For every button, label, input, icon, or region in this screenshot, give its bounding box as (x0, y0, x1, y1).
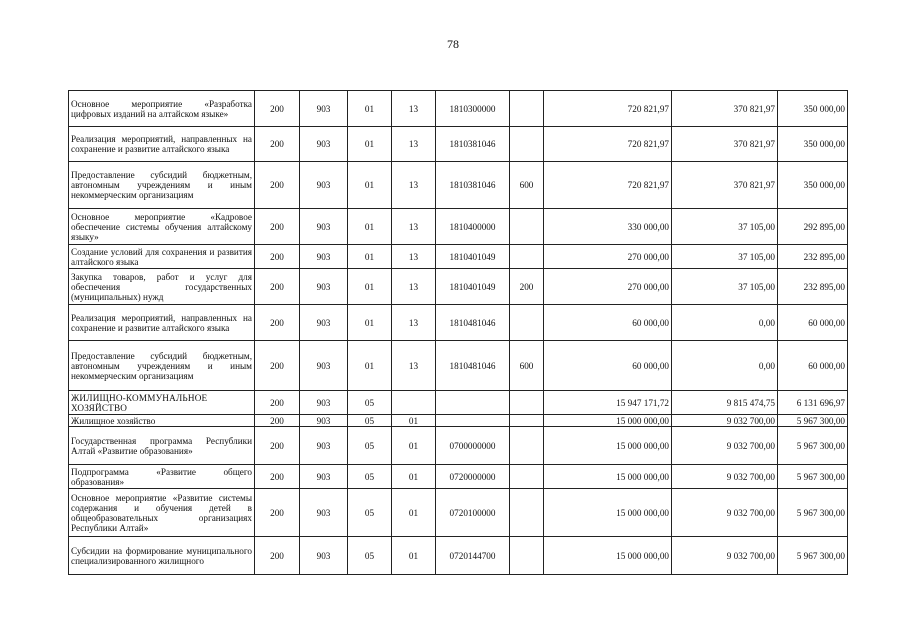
cell-subsection: 13 (392, 245, 436, 269)
cell-amount-second: 350 000,00 (778, 127, 848, 162)
cell-amount-first: 0,00 (672, 305, 778, 341)
cell-amount-total: 15 000 000,00 (544, 415, 672, 427)
cell-name: Подпрограмма «Развитие общего образования» (69, 465, 255, 489)
cell-expense-type: 600 (510, 341, 544, 391)
cell-admin-code: 200 (255, 209, 300, 245)
cell-expense-type (510, 427, 544, 465)
cell-name: Предоставление субсидий бюджетным, автономным учреждениям и иным некоммерческим организациям (69, 341, 255, 391)
cell-name: Реализация мероприятий, направленных на сохранение и развитие алтайского языка (69, 305, 255, 341)
cell-amount-total: 330 000,00 (544, 209, 672, 245)
cell-name: Реализация мероприятий, направленных на сохранение и развитие алтайского языка (69, 127, 255, 162)
cell-amount-first: 9 032 700,00 (672, 415, 778, 427)
cell-grbs-code: 903 (300, 127, 348, 162)
cell-section: 01 (348, 305, 392, 341)
cell-section: 05 (348, 537, 392, 575)
cell-amount-second: 350 000,00 (778, 91, 848, 127)
cell-target-article: 1810300000 (436, 91, 510, 127)
cell-grbs-code: 903 (300, 91, 348, 127)
table-row (69, 245, 848, 269)
cell-section: 01 (348, 245, 392, 269)
cell-admin-code: 200 (255, 305, 300, 341)
cell-amount-first: 370 821,97 (672, 127, 778, 162)
cell-name: Закупка товаров, работ и услуг для обеспечения государственных (муниципальных) нужд (69, 269, 255, 305)
cell-amount-first: 37 105,00 (672, 269, 778, 305)
cell-subsection: 13 (392, 127, 436, 162)
cell-name: Основное мероприятие «Развитие системы содержания и обучения детей в общеобразовательных организациях Республики Алтай» (69, 489, 255, 537)
cell-amount-first: 9 815 474,75 (672, 391, 778, 415)
cell-expense-type (510, 537, 544, 575)
cell-name: Основное мероприятие «Разработка цифровых изданий на алтайском языке» (69, 91, 255, 127)
cell-amount-second: 232 895,00 (778, 269, 848, 305)
cell-amount-second: 60 000,00 (778, 305, 848, 341)
cell-section: 01 (348, 91, 392, 127)
cell-amount-total: 60 000,00 (544, 305, 672, 341)
cell-amount-second: 6 131 696,97 (778, 391, 848, 415)
cell-amount-first: 370 821,97 (672, 91, 778, 127)
table-row (69, 127, 848, 162)
cell-target-article: 1810400000 (436, 209, 510, 245)
cell-section: 01 (348, 209, 392, 245)
cell-admin-code: 200 (255, 415, 300, 427)
cell-expense-type (510, 127, 544, 162)
cell-admin-code: 200 (255, 341, 300, 391)
cell-amount-second: 292 895,00 (778, 209, 848, 245)
cell-section: 05 (348, 391, 392, 415)
cell-amount-total: 720 821,97 (544, 91, 672, 127)
cell-amount-total: 60 000,00 (544, 341, 672, 391)
cell-expense-type (510, 209, 544, 245)
cell-section: 01 (348, 341, 392, 391)
cell-amount-first: 370 821,97 (672, 162, 778, 209)
cell-amount-total: 720 821,97 (544, 127, 672, 162)
cell-name: Основное мероприятие «Кадровое обеспечение системы обучения алтайскому языку» (69, 209, 255, 245)
cell-name: ЖИЛИЩНО-КОММУНАЛЬНОЕ ХОЗЯЙСТВО (69, 391, 255, 415)
cell-subsection: 13 (392, 91, 436, 127)
cell-admin-code: 200 (255, 465, 300, 489)
cell-target-article: 0720100000 (436, 489, 510, 537)
page-number: 78 (447, 37, 459, 51)
cell-subsection: 13 (392, 162, 436, 209)
cell-subsection (392, 391, 436, 415)
table-row (69, 91, 848, 127)
cell-amount-second: 5 967 300,00 (778, 537, 848, 575)
cell-target-article: 1810401049 (436, 269, 510, 305)
table-row (69, 465, 848, 489)
cell-grbs-code: 903 (300, 341, 348, 391)
table-row (69, 305, 848, 341)
cell-amount-total: 15 947 171,72 (544, 391, 672, 415)
cell-admin-code: 200 (255, 162, 300, 209)
table-row (69, 341, 848, 391)
cell-name: Создание условий для сохранения и развития алтайского языка (69, 245, 255, 269)
table-row (69, 391, 848, 415)
cell-target-article (436, 391, 510, 415)
cell-section: 01 (348, 269, 392, 305)
cell-admin-code: 200 (255, 427, 300, 465)
table-row (69, 427, 848, 465)
cell-admin-code: 200 (255, 391, 300, 415)
cell-subsection: 01 (392, 427, 436, 465)
cell-grbs-code: 903 (300, 415, 348, 427)
cell-amount-second: 5 967 300,00 (778, 489, 848, 537)
budget-table (68, 90, 848, 575)
cell-amount-second: 5 967 300,00 (778, 427, 848, 465)
cell-target-article: 1810381046 (436, 162, 510, 209)
cell-subsection: 01 (392, 465, 436, 489)
table-row (69, 209, 848, 245)
cell-amount-first: 9 032 700,00 (672, 427, 778, 465)
cell-section: 01 (348, 127, 392, 162)
cell-grbs-code: 903 (300, 162, 348, 209)
cell-section: 05 (348, 465, 392, 489)
cell-admin-code: 200 (255, 245, 300, 269)
cell-subsection: 13 (392, 305, 436, 341)
cell-admin-code: 200 (255, 91, 300, 127)
cell-grbs-code: 903 (300, 245, 348, 269)
cell-expense-type (510, 391, 544, 415)
cell-target-article: 0720144700 (436, 537, 510, 575)
cell-grbs-code: 903 (300, 465, 348, 489)
cell-amount-total: 270 000,00 (544, 269, 672, 305)
cell-amount-total: 15 000 000,00 (544, 537, 672, 575)
cell-grbs-code: 903 (300, 391, 348, 415)
cell-amount-first: 9 032 700,00 (672, 489, 778, 537)
cell-amount-first: 37 105,00 (672, 209, 778, 245)
cell-amount-second: 60 000,00 (778, 341, 848, 391)
cell-amount-total: 15 000 000,00 (544, 465, 672, 489)
cell-name: Государственная программа Республики Алтай «Развитие образования» (69, 427, 255, 465)
cell-amount-total: 15 000 000,00 (544, 427, 672, 465)
cell-grbs-code: 903 (300, 305, 348, 341)
cell-amount-first: 9 032 700,00 (672, 537, 778, 575)
cell-expense-type: 200 (510, 269, 544, 305)
cell-expense-type (510, 489, 544, 537)
cell-grbs-code: 903 (300, 537, 348, 575)
cell-section: 05 (348, 427, 392, 465)
cell-name: Предоставление субсидий бюджетным, автономным учреждениям и иным некоммерческим организациям (69, 162, 255, 209)
cell-amount-first: 9 032 700,00 (672, 465, 778, 489)
cell-expense-type (510, 415, 544, 427)
cell-amount-total: 270 000,00 (544, 245, 672, 269)
cell-target-article (436, 415, 510, 427)
cell-grbs-code: 903 (300, 209, 348, 245)
table-row (69, 415, 848, 427)
cell-target-article: 1810481046 (436, 305, 510, 341)
cell-admin-code: 200 (255, 537, 300, 575)
cell-amount-second: 350 000,00 (778, 162, 848, 209)
table-row (69, 162, 848, 209)
cell-expense-type (510, 245, 544, 269)
cell-expense-type (510, 465, 544, 489)
cell-amount-first: 0,00 (672, 341, 778, 391)
cell-grbs-code: 903 (300, 489, 348, 537)
cell-admin-code: 200 (255, 269, 300, 305)
cell-section: 05 (348, 489, 392, 537)
cell-subsection: 13 (392, 209, 436, 245)
cell-grbs-code: 903 (300, 269, 348, 305)
cell-grbs-code: 903 (300, 427, 348, 465)
cell-subsection: 01 (392, 537, 436, 575)
cell-target-article: 0720000000 (436, 465, 510, 489)
cell-section: 01 (348, 162, 392, 209)
cell-amount-total: 720 821,97 (544, 162, 672, 209)
cell-name: Жилищное хозяйство (69, 415, 255, 427)
cell-admin-code: 200 (255, 489, 300, 537)
cell-target-article: 1810381046 (436, 127, 510, 162)
cell-admin-code: 200 (255, 127, 300, 162)
cell-expense-type (510, 91, 544, 127)
cell-subsection: 13 (392, 341, 436, 391)
cell-amount-second: 232 895,00 (778, 245, 848, 269)
cell-target-article: 0700000000 (436, 427, 510, 465)
cell-expense-type: 600 (510, 162, 544, 209)
cell-target-article: 1810401049 (436, 245, 510, 269)
cell-name: Субсидии на формирование муниципального специализированного жилищного (69, 537, 255, 575)
cell-amount-first: 37 105,00 (672, 245, 778, 269)
cell-expense-type (510, 305, 544, 341)
cell-amount-total: 15 000 000,00 (544, 489, 672, 537)
cell-subsection: 13 (392, 269, 436, 305)
table-row (69, 269, 848, 305)
table-row (69, 489, 848, 537)
cell-amount-second: 5 967 300,00 (778, 465, 848, 489)
cell-subsection: 01 (392, 489, 436, 537)
cell-target-article: 1810481046 (436, 341, 510, 391)
cell-subsection: 01 (392, 415, 436, 427)
cell-section: 05 (348, 415, 392, 427)
cell-amount-second: 5 967 300,00 (778, 415, 848, 427)
table-row (69, 537, 848, 575)
